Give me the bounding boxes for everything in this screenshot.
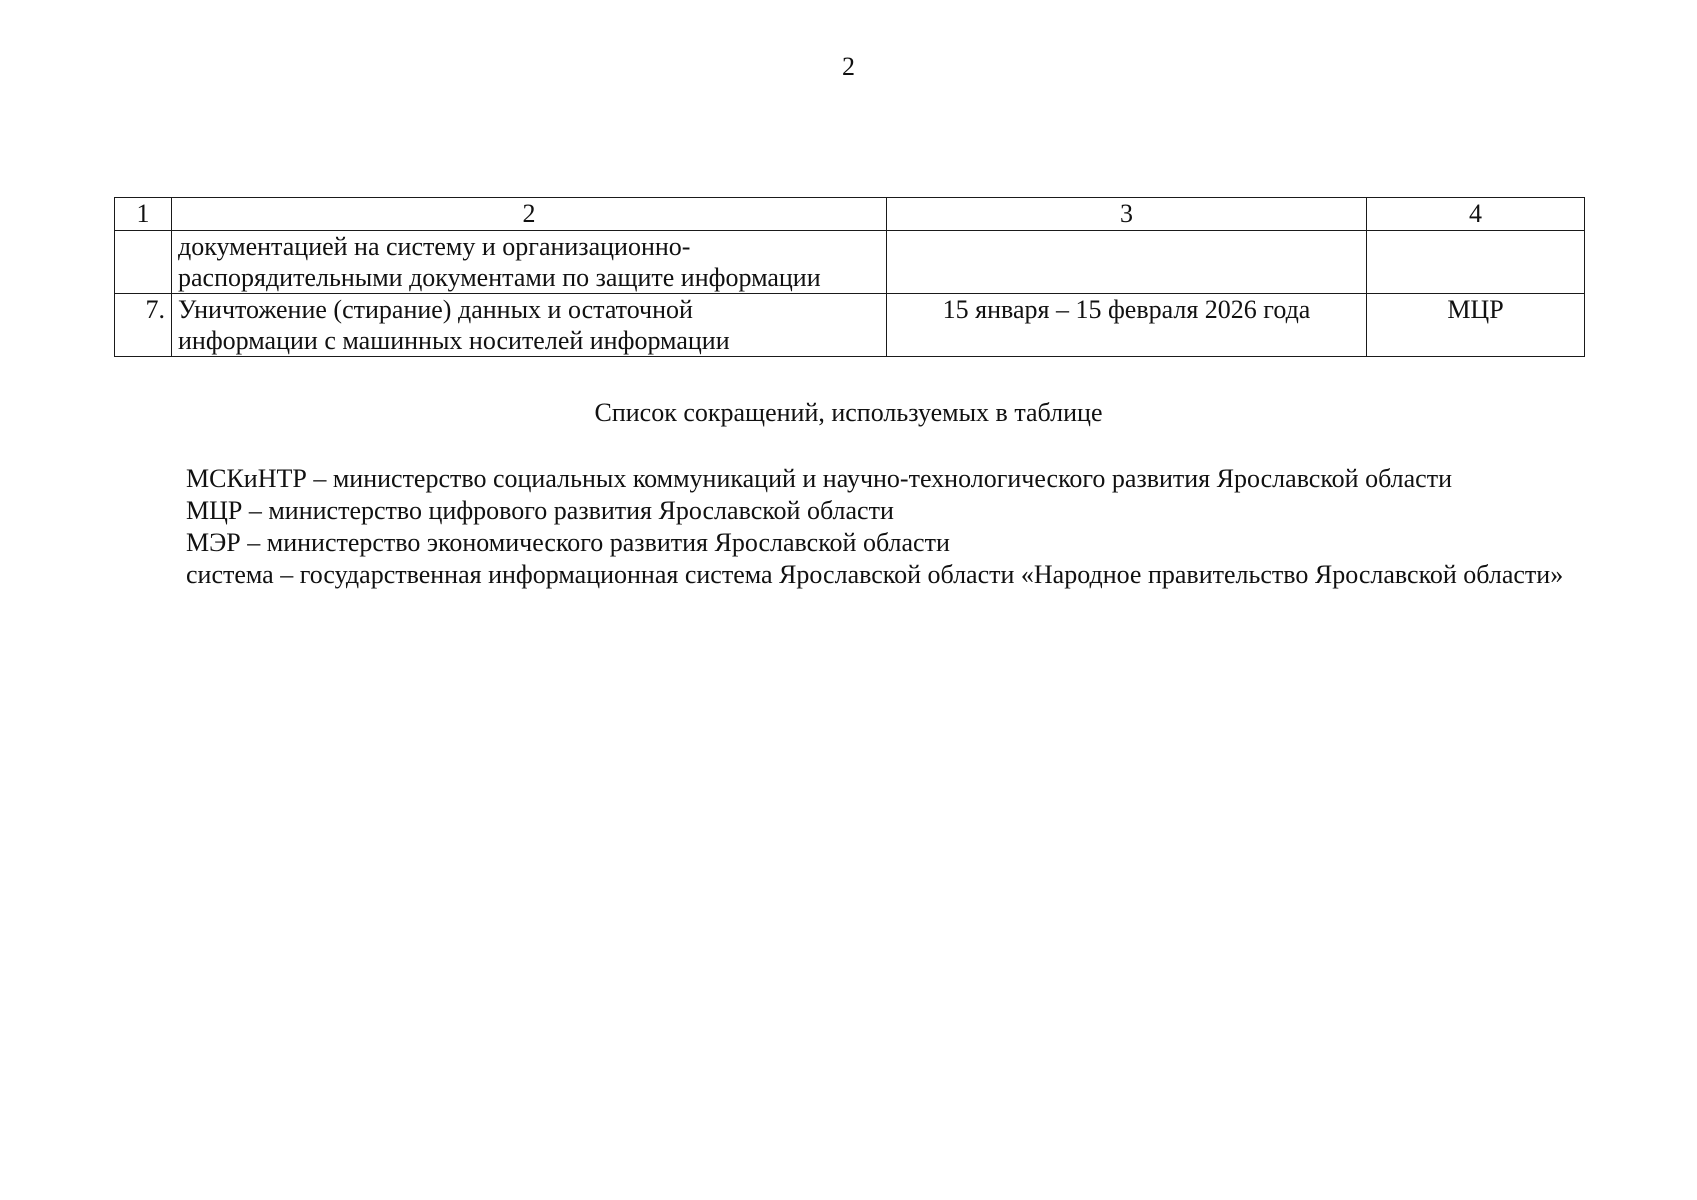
row-action-line: распорядительными документами по защите информации bbox=[178, 263, 821, 292]
action-plan-table bbox=[114, 197, 1585, 357]
page-number: 2 bbox=[842, 52, 855, 81]
column-period-header: 3 bbox=[887, 198, 1367, 231]
abbreviation-item: МЭР – министерство экономического развития Ярославской области bbox=[186, 528, 950, 557]
row-action-line: документацией на систему и организационно- bbox=[178, 232, 691, 261]
row-responsible bbox=[1367, 231, 1585, 294]
row-period bbox=[887, 231, 1367, 294]
abbreviation-item: МЦР – министерство цифрового развития Ярославской области bbox=[186, 496, 894, 525]
abbreviations-title: Список сокращений, используемых в таблице bbox=[594, 398, 1103, 427]
abbreviation-item: система – государственная информационная система Ярославской области «Народное правительство Ярославской области» bbox=[186, 560, 1564, 589]
row-action bbox=[172, 294, 887, 357]
row-responsible: МЦР bbox=[1367, 294, 1585, 357]
column-number-header: 1 bbox=[115, 198, 172, 231]
row-action-line: Уничтожение (стирание) данных и остаточной bbox=[178, 295, 693, 324]
column-action-header: 2 bbox=[172, 198, 887, 231]
table-header-row bbox=[115, 198, 1585, 231]
abbreviations-list bbox=[114, 463, 1584, 591]
column-responsible-header: 4 bbox=[1367, 198, 1585, 231]
row-action bbox=[172, 231, 887, 294]
abbreviation-item: МСКиНТР – министерство социальных коммуникаций и научно-технологического развития Ярославской области bbox=[186, 464, 1452, 493]
row-period: 15 января – 15 февраля 2026 года bbox=[887, 294, 1367, 357]
row-action-line: информации с машинных носителей информации bbox=[178, 326, 730, 355]
row-number bbox=[115, 231, 172, 294]
table-row bbox=[115, 231, 1585, 294]
row-number: 7. bbox=[115, 294, 172, 357]
table-row bbox=[115, 294, 1585, 357]
